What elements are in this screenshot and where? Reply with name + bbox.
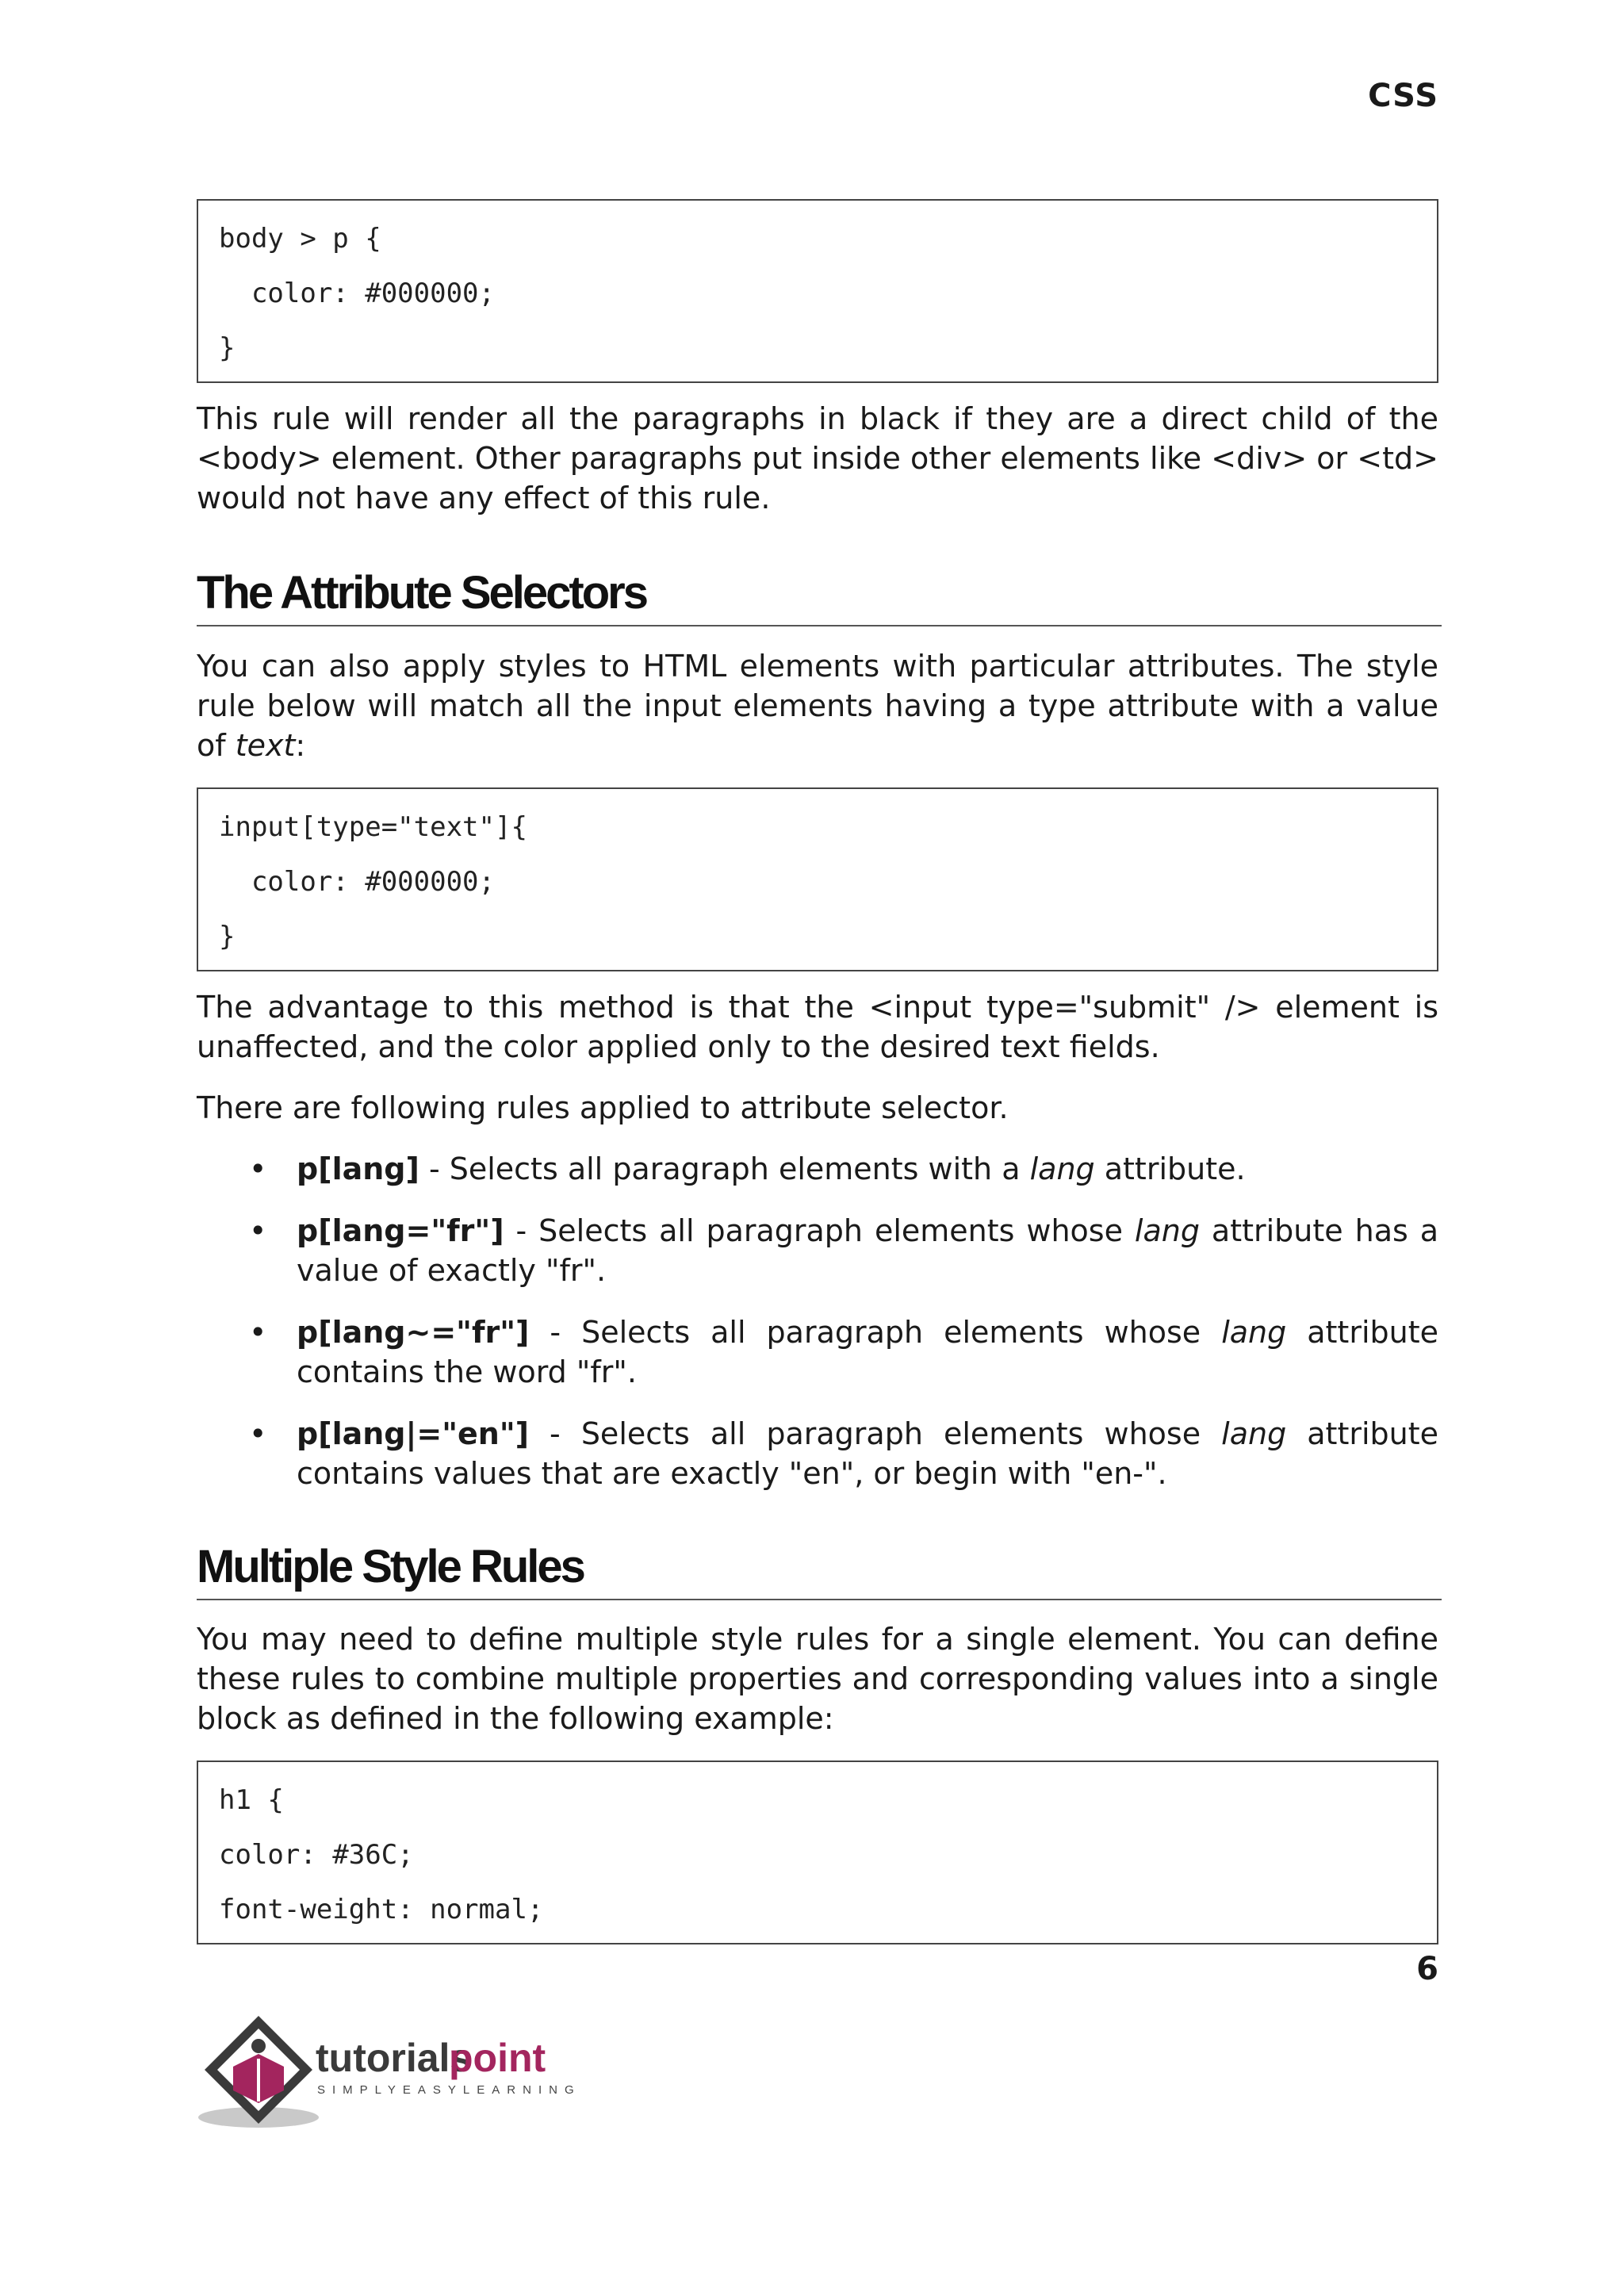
code-line: }: [219, 332, 236, 364]
running-title: CSS: [1368, 78, 1438, 114]
logo-tagline: SIMPLYEASYLEARNING: [317, 2083, 581, 2097]
list-item: [197, 1149, 1438, 1189]
code-line: color: #000000;: [219, 866, 495, 898]
item-text-end: attribute has a value of exactly "fr".: [297, 1213, 1438, 1288]
item-text: - Selects all paragraph elements with a: [419, 1151, 1030, 1186]
logo-figure-head: [251, 2039, 266, 2053]
section-heading-attribute-selectors: The Attribute Selectors: [197, 565, 1442, 626]
code-line: body > p {: [219, 223, 381, 255]
item-text-end: attribute.: [1094, 1151, 1246, 1186]
selector-code: p[lang~="fr"]: [297, 1315, 530, 1350]
attribute-rules-intro: There are following rules applied to attribute selector.: [197, 1090, 1009, 1125]
list-item: [197, 1211, 1438, 1290]
tutorialspoint-logo: [197, 2011, 641, 2138]
item-text-end: attribute contains the word "fr".: [297, 1315, 1438, 1389]
section-heading-multiple-style-rules: Multiple Style Rules: [197, 1538, 1442, 1600]
code-line: h1 {: [219, 1784, 284, 1816]
page-number: 6: [1416, 1951, 1438, 1987]
logo-wordmark-a: tutorials: [316, 2036, 473, 2080]
bullet-icon: •: [249, 1315, 267, 1350]
code-block-child-selector: [197, 199, 1438, 383]
item-emphasis: lang: [1221, 1416, 1287, 1451]
attribute-rules-list: [197, 1149, 1438, 1515]
intro-text: You can also apply styles to HTML elements with particular attributes. The style rule below will match all the input elements having a type attribute with a value of: [197, 649, 1438, 763]
attribute-selectors-intro: [197, 646, 1438, 765]
logo-wordmark-b: point: [449, 2036, 546, 2080]
code-line: }: [219, 921, 236, 952]
item-emphasis: lang: [1029, 1151, 1095, 1186]
code-line: color: #36C;: [219, 1839, 414, 1871]
list-item: [197, 1312, 1438, 1392]
list-item: [197, 1414, 1438, 1493]
item-text-end: attribute contains values that are exactly "en", or begin with "en-".: [297, 1416, 1439, 1491]
item-text: - Selects all paragraph elements whose: [529, 1315, 1222, 1350]
code-block-attribute-selector: [197, 787, 1438, 971]
item-text: - Selects all paragraph elements whose: [529, 1416, 1222, 1451]
code-line: input[type="text"]{: [219, 811, 527, 843]
intro-emphasis: text: [235, 728, 296, 763]
bullet-icon: •: [249, 1151, 267, 1186]
code-line: color: #000000;: [219, 278, 495, 309]
selector-code: p[lang|="en"]: [297, 1416, 529, 1451]
selector-code: p[lang]: [297, 1151, 419, 1186]
bullet-icon: •: [249, 1416, 267, 1451]
intro-end: :: [295, 728, 306, 763]
attribute-selector-advantage: The advantage to this method is that the <input type="submit" /> element is unaffected, and the color applied only to the desired text fields.: [197, 990, 1438, 1064]
child-selector-description: This rule will render all the paragraphs in black if they are a direct child of the <body> element. Other paragraphs put inside other elements like <div> or <td> would not have any effect of this rule.: [197, 401, 1438, 515]
item-text: - Selects all paragraph elements whose: [504, 1213, 1135, 1248]
bullet-icon: •: [249, 1213, 267, 1248]
code-line: font-weight: normal;: [219, 1894, 544, 1925]
selector-code: p[lang="fr"]: [297, 1213, 504, 1248]
code-block-multiple-rules: [197, 1761, 1438, 1944]
item-emphasis: lang: [1134, 1213, 1200, 1248]
multiple-rules-intro: You may need to define multiple style rules for a single element. You can define these rules to combine multiple properties and corresponding values into a single block as defined in the following example:: [197, 1622, 1438, 1736]
item-emphasis: lang: [1221, 1315, 1287, 1350]
